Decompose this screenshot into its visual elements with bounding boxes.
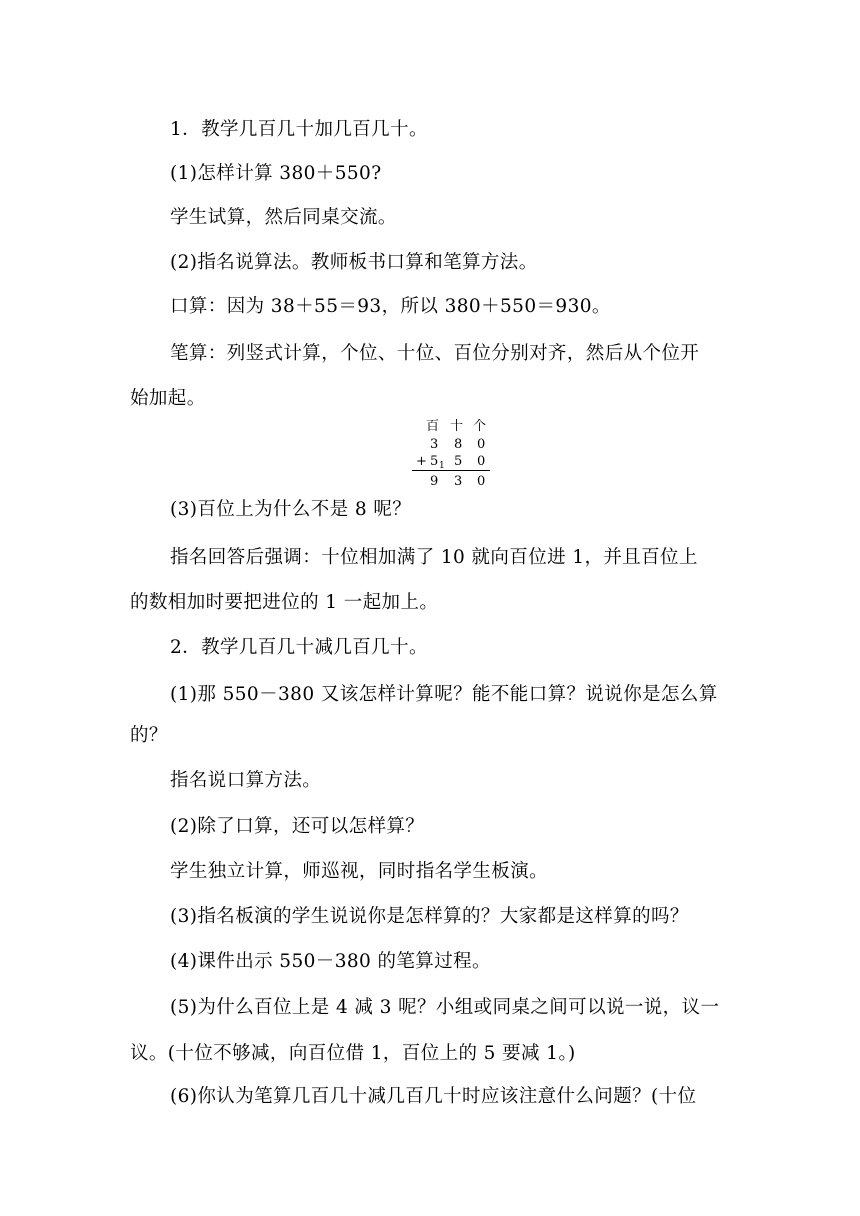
sum-row xyxy=(398,473,494,490)
paragraph: (5)为什么百位上是 4 减 3 呢？小组或同桌之间可以说一说，议一 xyxy=(170,997,720,1018)
header-ones: 个 xyxy=(473,419,487,434)
digit: 3 xyxy=(454,474,463,489)
addend-2 xyxy=(398,453,494,470)
paragraph: (3)百位上为什么不是 8 呢？ xyxy=(170,499,412,520)
digit: 3 xyxy=(430,437,439,452)
paragraph: 口算：因为 38＋55＝93，所以 380＋550＝930。 xyxy=(170,296,611,317)
digit: 9 xyxy=(430,474,439,489)
digit: 0 xyxy=(477,474,486,489)
vertical-addition xyxy=(398,418,494,492)
paragraph-continuation: 议。(十位不够减，向百位借 1，百位上的 5 要减 1。) xyxy=(130,1043,576,1064)
digit: 0 xyxy=(477,437,486,452)
plus-sign: + xyxy=(416,454,427,469)
sum-rule xyxy=(412,470,490,471)
paragraph-continuation: 的数相加时要把进位的 1 一起加上。 xyxy=(130,592,439,613)
digit: 0 xyxy=(477,454,486,469)
paragraph: 指名回答后强调：十位相加满了 10 就向百位进 1，并且百位上 xyxy=(170,547,698,568)
paragraph-continuation: 的？ xyxy=(130,725,168,746)
paragraph: 学生独立计算，师巡视，同时指名学生板演。 xyxy=(170,861,549,882)
paragraph-continuation: 始加起。 xyxy=(130,388,206,409)
digit: 8 xyxy=(454,437,463,452)
header-hundreds: 百 xyxy=(426,419,440,434)
paragraph: 指名说口算方法。 xyxy=(170,770,322,791)
digit: 5 xyxy=(430,454,439,469)
header-tens: 十 xyxy=(450,419,464,434)
paragraph: (2)指名说算法。教师板书口算和笔算方法。 xyxy=(170,252,538,273)
paragraph: (6)你认为笔算几百几十减几百几十时应该注意什么问题？(十位 xyxy=(170,1086,697,1107)
addend-1 xyxy=(398,436,494,453)
paragraph: 笔算：列竖式计算，个位、十位、百位分别对齐，然后从个位开 xyxy=(170,343,700,364)
paragraph: (3)指名板演的学生说说你是怎样算的？大家都是这样算的吗？ xyxy=(170,906,689,927)
paragraph: (4)课件出示 550－380 的笔算过程。 xyxy=(170,951,491,972)
paragraph: (1)那 550－380 又该怎样计算呢？能不能口算？说说你是怎么算 xyxy=(170,684,718,705)
paragraph: (2)除了口算，还可以怎样算？ xyxy=(170,816,425,837)
place-value-headers xyxy=(398,418,494,435)
paragraph: 学生试算，然后同桌交流。 xyxy=(170,207,397,228)
carry-mark: 1 xyxy=(439,461,445,471)
paragraph: (1)怎样计算 380＋550? xyxy=(170,163,382,184)
section-heading-2: 2．教学几百几十减几百几十。 xyxy=(170,637,428,658)
digit: 5 xyxy=(454,454,463,469)
section-heading-1: 1．教学几百几十加几百几十。 xyxy=(170,119,428,140)
